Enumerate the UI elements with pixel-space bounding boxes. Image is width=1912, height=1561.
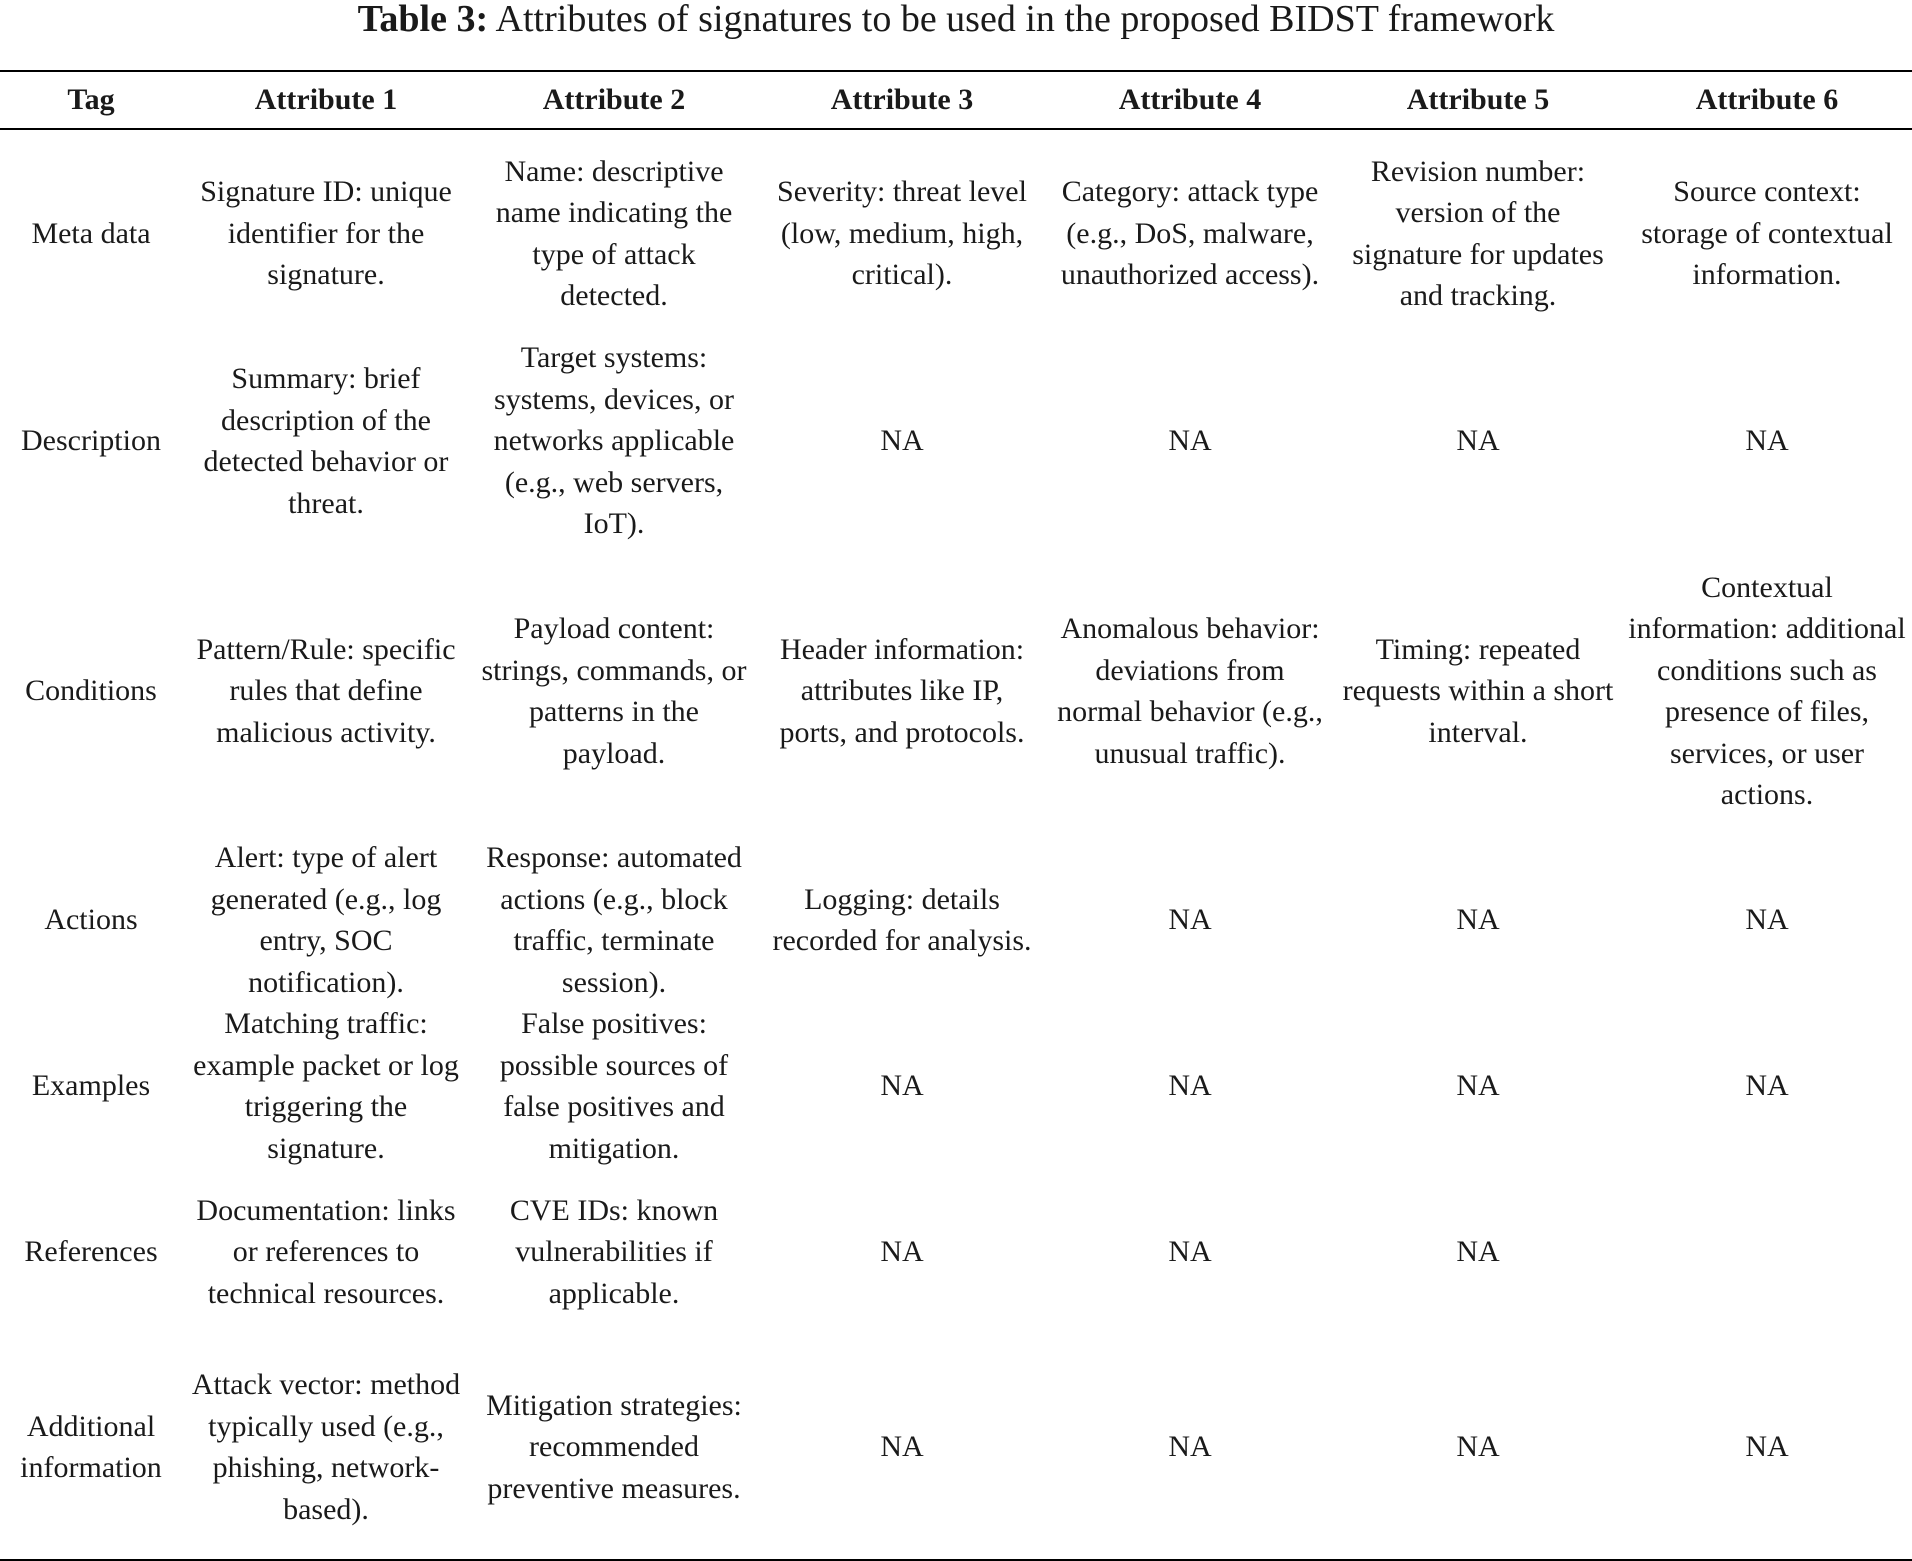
table-cell: Alert: type of alert generated (e.g., log entry, SOC notification). xyxy=(210,841,442,999)
row-tag: Actions xyxy=(44,903,138,937)
table-cell: NA xyxy=(758,1335,1046,1560)
table-cell: Target systems: systems, devices, or networks applicable (e.g., web servers, IoT). xyxy=(493,341,735,541)
table-cell: Name: descriptive name indicating the type of attack detected. xyxy=(495,154,733,312)
table-cell: Source context: storage of contextual information. xyxy=(1641,175,1893,292)
table-cell: NA xyxy=(1168,903,1212,937)
table-cell: NA xyxy=(1745,1069,1789,1103)
table-row xyxy=(0,837,1912,1003)
table-cell: False positives: possible sources of false positives and mitigation. xyxy=(499,1007,729,1165)
row-tag: Additional information xyxy=(0,1335,182,1560)
header-attribute-5: Attribute 5 xyxy=(1334,71,1622,129)
header-attribute-3: Attribute 3 xyxy=(758,71,1046,129)
table-cell: Category: attack type (e.g., DoS, malware, unauthorized access). xyxy=(1060,175,1320,292)
header-attribute-2: Attribute 2 xyxy=(470,71,758,129)
attributes-table xyxy=(0,70,1912,1561)
table-cell: NA xyxy=(880,1235,924,1269)
table-cell: Anomalous behavior: deviations from normal behavior (e.g., unusual traffic). xyxy=(1057,612,1323,770)
table-cell: Signature ID: unique identifier for the signature. xyxy=(200,175,452,292)
table-cell: NA xyxy=(880,424,924,458)
table-cell: Summary: brief description of the detected behavior or threat. xyxy=(203,362,449,520)
table-cell: Severity: threat level (low, medium, high, critical). xyxy=(777,175,1027,292)
table-cell: NA xyxy=(1168,1235,1212,1269)
table-cell: NA xyxy=(1745,424,1789,458)
table-cell: Logging: details recorded for analysis. xyxy=(772,882,1032,957)
caption-text: Attributes of signatures to be used in the proposed BIDST framework xyxy=(488,0,1555,40)
table-cell: NA xyxy=(1334,1335,1622,1560)
row-tag: References xyxy=(24,1235,158,1269)
table-row xyxy=(0,545,1912,837)
table-cell: Payload content: strings, commands, or patterns in the payload. xyxy=(481,612,747,770)
table-cell: Matching traffic: example packet or log triggering the signature. xyxy=(193,1007,459,1165)
table-cell: Revision number: version of the signature for updates and tracking. xyxy=(1352,154,1604,312)
table-cell: Pattern/Rule: specific rules that define malicious activity. xyxy=(196,632,456,749)
table-cell xyxy=(1622,1169,1912,1335)
row-tag: Conditions xyxy=(25,674,157,708)
table-cell: NA xyxy=(1622,1335,1912,1560)
table-cell: NA xyxy=(1456,903,1500,937)
table-cell: NA xyxy=(1046,1335,1334,1560)
header-attribute-1: Attribute 1 xyxy=(182,71,470,129)
table-cell: Mitigation strategies: recommended preventive measures. xyxy=(470,1335,758,1560)
table-row xyxy=(0,129,1912,337)
header-attribute-4: Attribute 4 xyxy=(1046,71,1334,129)
table-cell: NA xyxy=(880,1069,924,1103)
table-row xyxy=(0,1003,1912,1169)
table-cell: Documentation: links or references to technical resources. xyxy=(196,1193,456,1310)
caption-label: Table 3: xyxy=(357,0,489,40)
table-cell: Attack vector: method typically used (e.g., phishing, network-based). xyxy=(182,1335,470,1560)
table-caption xyxy=(0,0,1912,40)
table-cell: Response: automated actions (e.g., block traffic, terminate session). xyxy=(486,841,742,999)
table-cell: Timing: repeated requests within a short interval. xyxy=(1342,632,1614,749)
table-cell: NA xyxy=(1456,1069,1500,1103)
table-cell: NA xyxy=(1168,1069,1212,1103)
table-cell: CVE IDs: known vulnerabilities if applicable. xyxy=(509,1193,719,1310)
table-cell: NA xyxy=(1456,424,1500,458)
row-tag: Meta data xyxy=(31,216,151,250)
table-cell: Contextual information: additional conditions such as presence of files, services, or user actions. xyxy=(1628,570,1906,811)
table-cell: NA xyxy=(1168,424,1212,458)
table-cell: NA xyxy=(1745,903,1789,937)
table-cell: Header information: attributes like IP, ports, and protocols. xyxy=(779,632,1025,749)
table-row xyxy=(0,1335,1912,1560)
row-tag: Examples xyxy=(31,1069,151,1103)
row-tag: Description xyxy=(21,424,161,458)
header-attribute-6: Attribute 6 xyxy=(1622,71,1912,129)
header-tag: Tag xyxy=(0,71,182,129)
table-row xyxy=(0,337,1912,545)
header-row xyxy=(0,71,1912,129)
table-cell: NA xyxy=(1456,1235,1500,1269)
table-row xyxy=(0,1169,1912,1335)
